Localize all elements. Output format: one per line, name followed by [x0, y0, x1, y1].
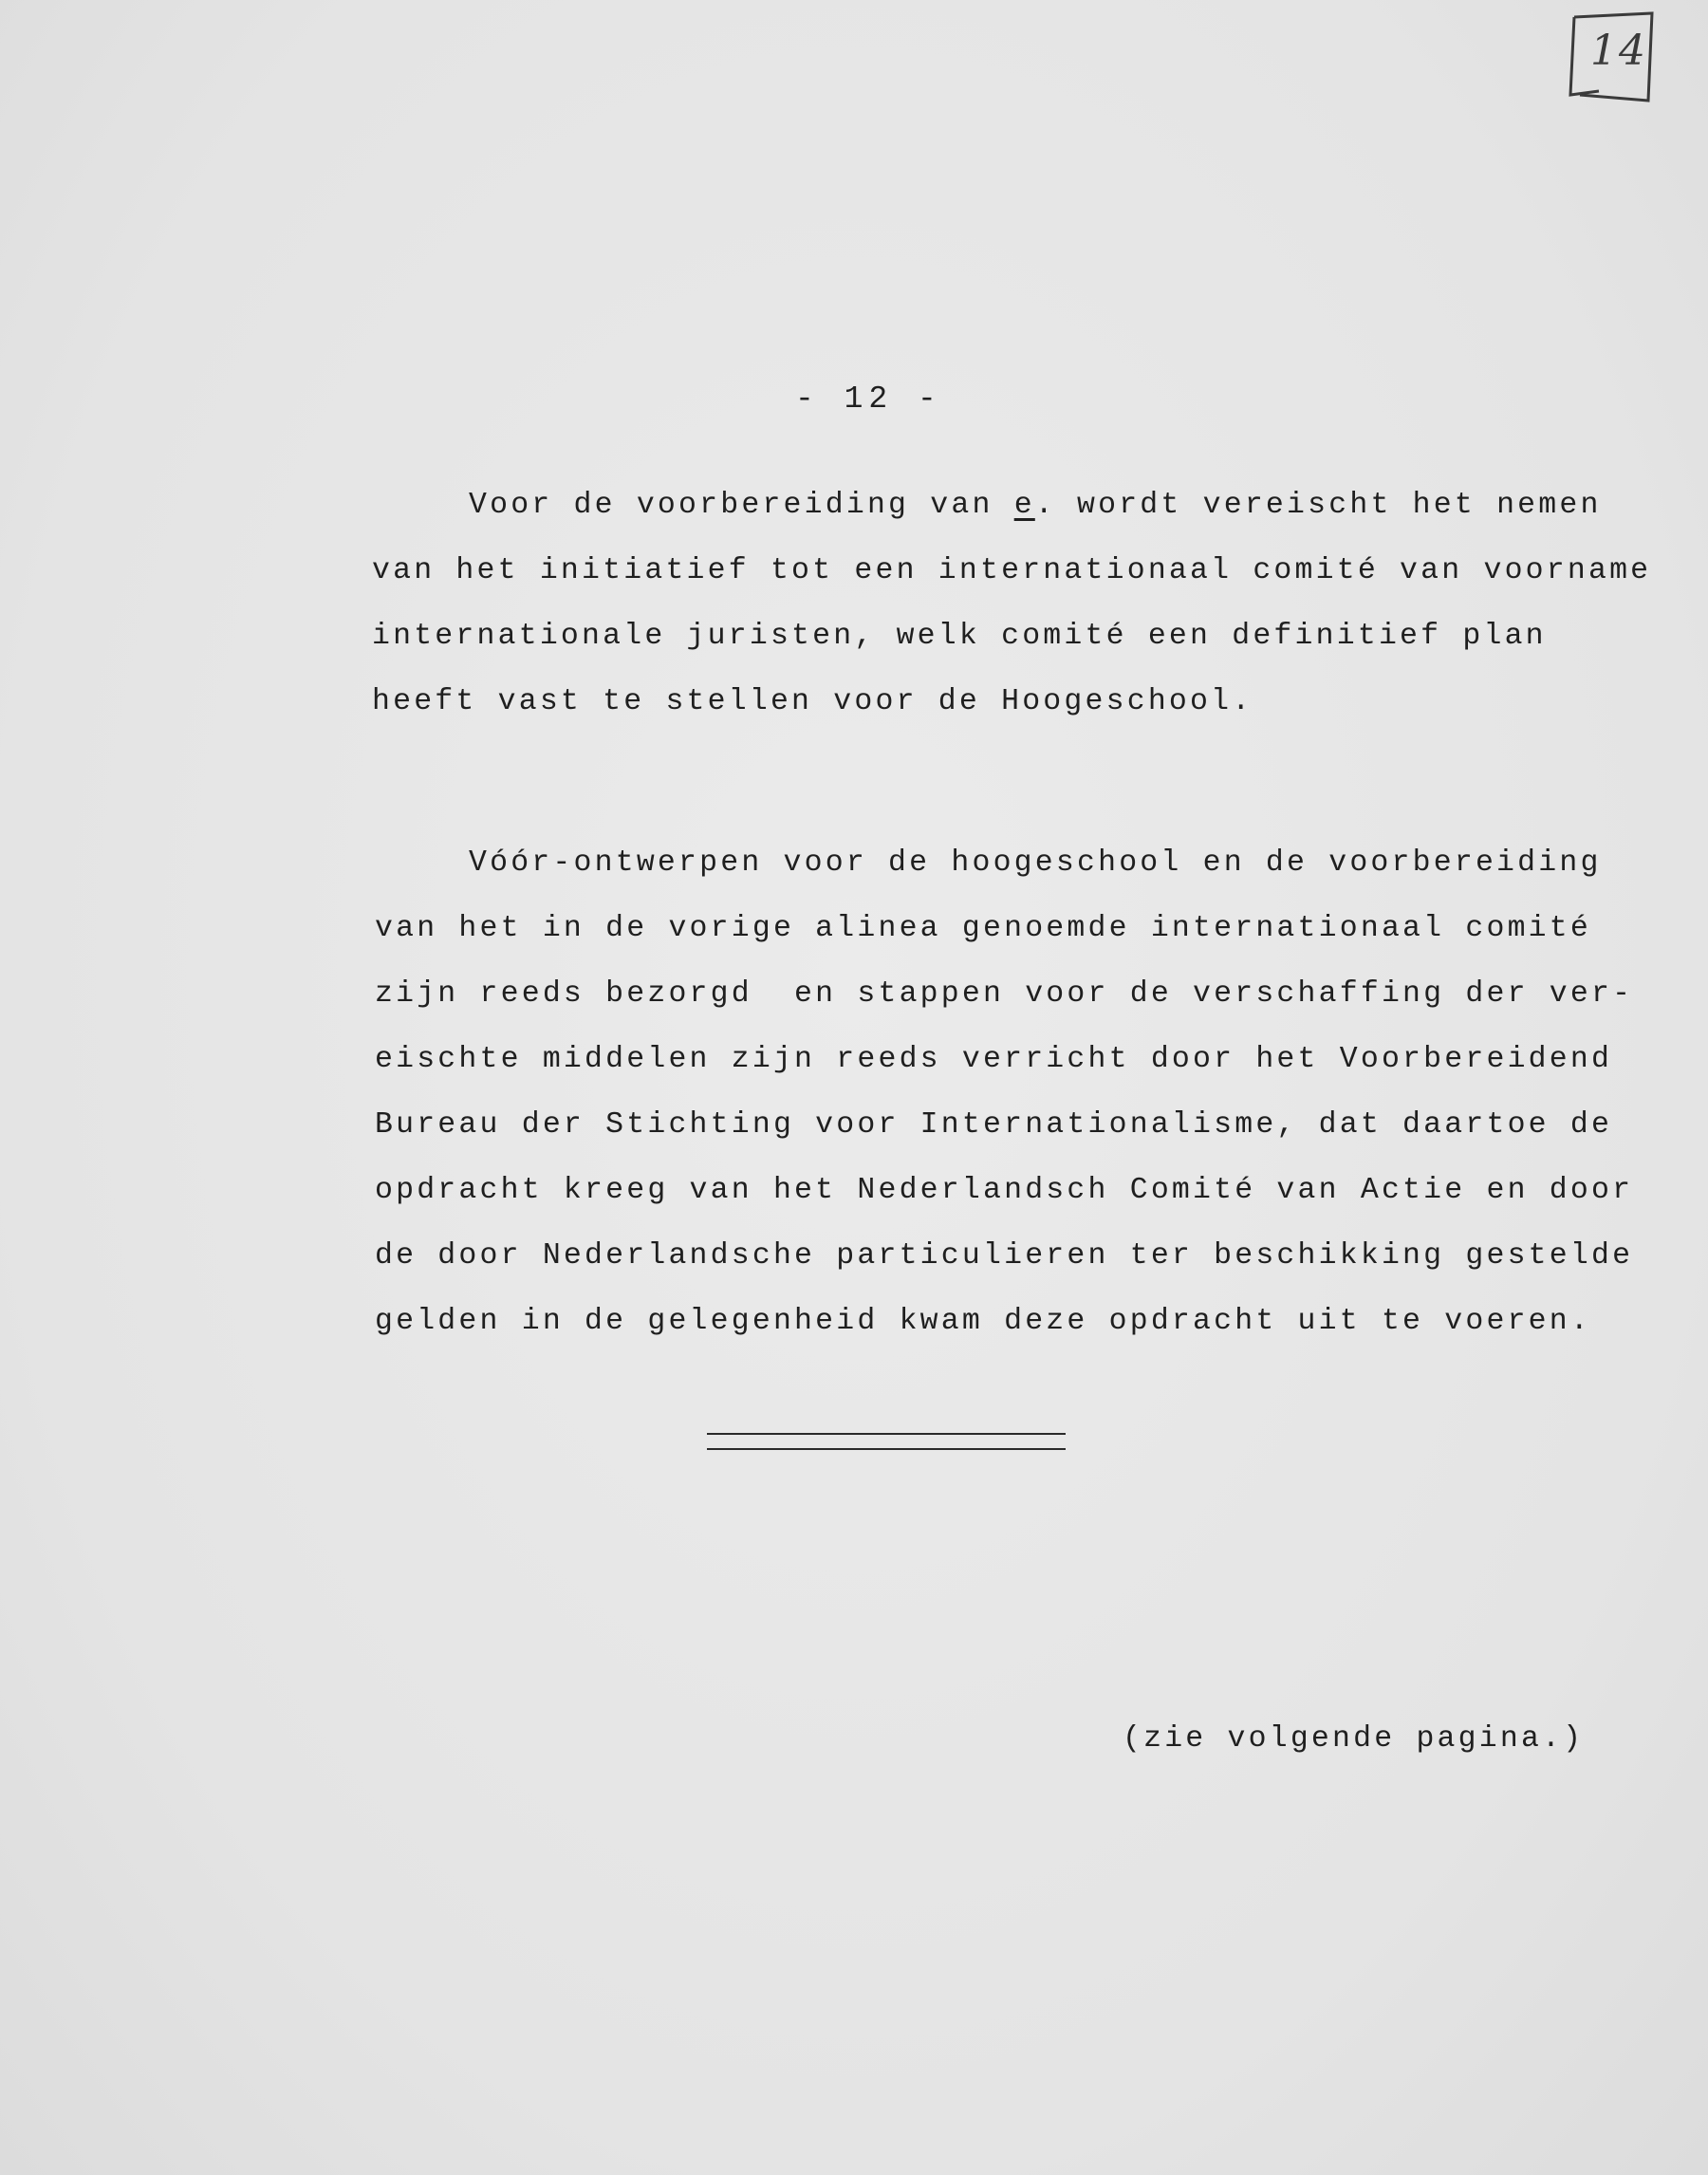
divider-line-bottom	[707, 1448, 1066, 1450]
paragraph2-line4: eischte middelen zijn reeds verricht door het Voorbereidend	[375, 1043, 1613, 1076]
divider-line-top	[707, 1433, 1066, 1435]
paragraph2-line1: Vóór-ontwerpen voor de hoogeschool en de voorbereiding	[469, 846, 1602, 880]
paragraph1-line4: heeft vast te stellen voor de Hoogeschool.	[372, 685, 1253, 718]
paragraph2-line6: opdracht kreeg van het Nederlandsch Comité van Actie en door	[375, 1174, 1634, 1207]
paragraph2-line7: de door Nederlandsche particulieren ter beschikking gestelde	[375, 1239, 1634, 1273]
underlined-letter: e	[1013, 489, 1035, 522]
paragraph2-line2: van het in de vorige alinea genoemde internationaal comité	[375, 912, 1591, 945]
archive-number: 14	[1590, 27, 1647, 75]
paragraph1-line2: van het initiatief tot een internationaal comité van voorname	[372, 554, 1652, 587]
paragraph1-line1-start: Voor de voorbereiding van	[469, 489, 1014, 522]
paragraph2-line3: zijn reeds bezorgd en stappen voor de verschaffing der ver-	[375, 977, 1634, 1011]
paragraph1-line3: internationale juristen, welk comité een definitief plan	[372, 620, 1547, 653]
page-number: - 12 -	[795, 381, 942, 417]
paragraph1-line1	[469, 487, 1602, 525]
paragraph1-line1-end: . wordt vereischt het nemen	[1034, 489, 1602, 522]
paragraph2-line5: Bureau der Stichting voor Internationalisme, dat daartoe de	[375, 1108, 1613, 1142]
continuation-note: (zie volgende pagina.)	[1123, 1722, 1585, 1756]
paragraph2-line8: gelden in de gelegenheid kwam deze opdracht uit te voeren.	[375, 1305, 1591, 1338]
